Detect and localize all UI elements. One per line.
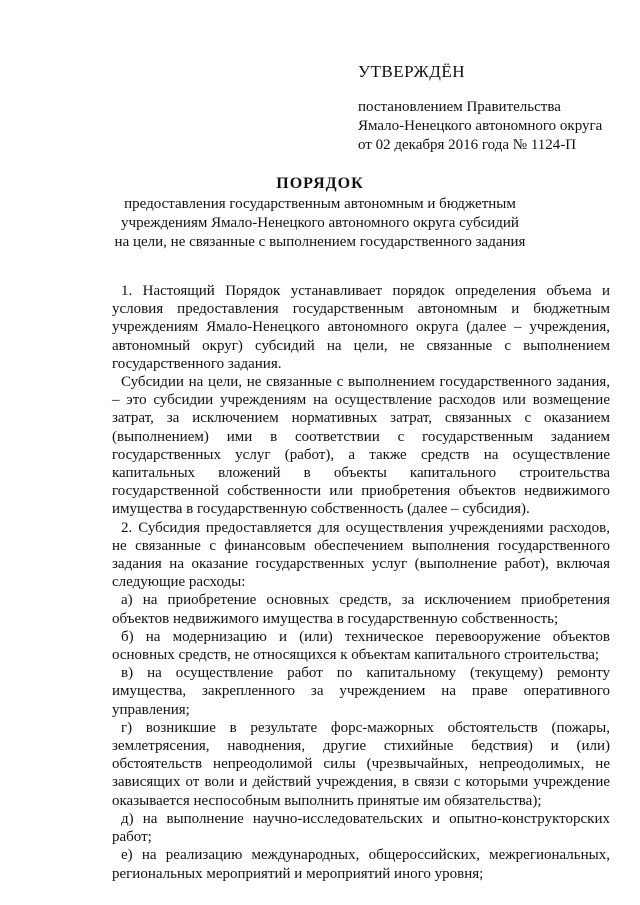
list-item-v: в) на осуществление работ по капитальному (текущему) ремонту имущества, закрепленного за учреждением на праве оперативного управления; [112, 665, 610, 718]
document-body [112, 282, 610, 883]
approval-line-2: Ямало-Ненецкого автономного округа [358, 118, 603, 134]
paragraph-1: 1. Настоящий Порядок устанавливает порядок определения объема и условия предоставления государственным автономным и бюджетным учреждениям Ямало-Ненецкого автономного округа (далее – учреждения, автономный округ) субсидий на цели, не связанные с выполнением государственного задания. [112, 283, 610, 372]
list-item-e: е) на реализацию международных, общероссийских, межрегиональных, региональных мероприятий и мероприятий иного уровня; [112, 847, 610, 882]
approval-block [358, 62, 628, 155]
list-item-b: б) на модернизацию и (или) техническое перевооружение объектов основных средств, не относящихся к объектам капитального строительства; [112, 628, 610, 664]
list-item-a: а) на приобретение основных средств, за исключением приобретения объектов недвижимого имущества в государственную собственность; [112, 592, 610, 627]
paragraph-2: Субсидии на цели, не связанные с выполнением государственного задания, – это субсидии учреждениям на осуществление расходов или возмещение затрат, за исключением нормативных затрат, связанных с оказанием (выполнением) ими в соответствии с государственным заданием государственных услуг (работ), а также средств на осуществление капитальных вложений в объекты капитального строительства государственной собственности или приобретения объектов недвижимого имущества в государственную собственность (далее – субсидия). [112, 374, 610, 518]
approval-line-3: от 02 декабря 2016 года № 1124-П [358, 137, 577, 153]
approval-line-1: постановлением Правительства [358, 99, 561, 115]
paragraph-3: 2. Субсидия предоставляется для осуществления учреждениями расходов, не связанные с финансовым обеспечением выполнения государственного задания на оказание государственных услуг (выполнение работ), включая следующие расходы: [112, 519, 610, 591]
list-item-d: д) на выполнение научно-исследовательских и опытно-конструкторских работ; [112, 810, 610, 846]
subtitle-line-1: предоставления государственным автономным и бюджетным [124, 196, 516, 212]
approval-heading: УТВЕРЖДЁН [358, 62, 465, 81]
subtitle-line-2: учреждениям Ямало-Ненецкого автономного округа субсидий [121, 215, 519, 231]
document-title: ПОРЯДОК [276, 175, 364, 192]
subtitle-line-3: на цели, не связанные с выполнением государственного задания [114, 234, 526, 250]
list-item-g: г) возникшие в результате форс-мажорных обстоятельств (пожары, землетрясения, наводнения, другие стихийные бедствия) и (или) обстоятельств непреодолимой силы (чрезвычайных, непреодолимых, не зависящих от воли и действий учреждения, в связи с которыми учреждение оказывается неспособным выполнить принятые им обязательства); [112, 719, 610, 809]
document-subtitle [80, 195, 560, 252]
